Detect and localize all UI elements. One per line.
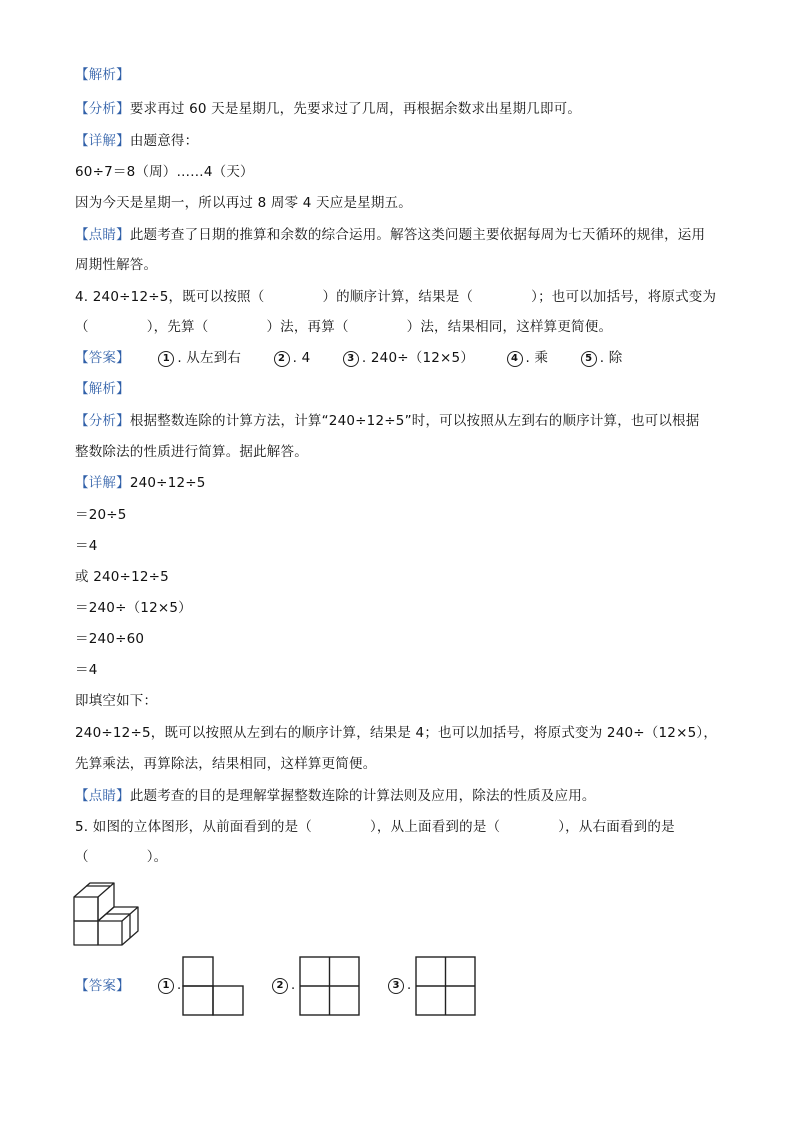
circled-number-icon: 4 bbox=[507, 351, 523, 367]
top-view-figure bbox=[299, 956, 360, 1016]
question-5-text-b: ），从上面看到的是（ bbox=[369, 819, 501, 835]
answer-item-3: 3 . 240÷（12×5） bbox=[343, 349, 474, 367]
analysis-text: 根据整数连除的计算方法，计算“240÷12÷5”时，可以按照从左到右的顺序计算，也可以根据 bbox=[129, 413, 700, 429]
answer-figure-label-2: 2 . bbox=[272, 978, 295, 994]
answer-value: 240÷（12×5） bbox=[370, 350, 475, 366]
answer-item-1: 1 . 从左到右 bbox=[158, 349, 241, 367]
circled-number-icon: 1 bbox=[158, 978, 174, 994]
circled-number-icon: 3 bbox=[388, 978, 404, 994]
cube-face bbox=[74, 897, 98, 921]
comment-tag: 【点睛】 bbox=[75, 227, 130, 243]
step-line: ＝4 bbox=[75, 662, 98, 678]
cube-face bbox=[98, 921, 122, 945]
cube-top-edge bbox=[74, 883, 114, 897]
formula-line: 60÷7＝8（周）……4（天） bbox=[75, 164, 254, 180]
detail-tag: 【详解】 bbox=[75, 475, 130, 491]
step-line: 或 240÷12÷5 bbox=[75, 569, 169, 585]
question-4-line-2 bbox=[75, 318, 612, 336]
answer-figure-label-3: 3 . bbox=[388, 978, 411, 994]
cube-stack-figure bbox=[72, 878, 144, 948]
comment-tag: 【点睛】 bbox=[75, 788, 130, 804]
view-square bbox=[183, 986, 213, 1015]
question-5-text-a: 5. 如图的立体图形，从前面看到的是（ bbox=[75, 819, 312, 835]
answer-item-4: 4 . 乘 bbox=[507, 349, 549, 367]
answer-value: 除 bbox=[608, 350, 623, 366]
question-4-text-a: 4. 240÷12÷5，既可以按照（ bbox=[75, 289, 265, 305]
answer-item-2: 2 . 4 bbox=[274, 349, 311, 367]
question-4-text-b: ）的顺序计算，结果是（ bbox=[322, 289, 474, 305]
analysis-tag: 【分析】 bbox=[75, 413, 130, 429]
cube-face bbox=[74, 921, 98, 945]
circled-number-icon: 2 bbox=[274, 351, 290, 367]
detail-tag: 【详解】 bbox=[75, 133, 130, 149]
comment-text: 此题考查了日期的推算和余数的综合运用。解答这类问题主要依据每周为七天循环的规律，运用 bbox=[129, 227, 706, 243]
reasoning-line: 因为今天是星期一，所以再过 8 周零 4 天应是星期五。 bbox=[75, 195, 412, 211]
view-square bbox=[183, 957, 213, 986]
circled-number-icon: 3 bbox=[343, 351, 359, 367]
analysis-line bbox=[75, 100, 581, 118]
step-line: ＝240÷（12×5） bbox=[75, 600, 192, 616]
fill-in-intro: 即填空如下： bbox=[75, 693, 158, 709]
comment-line bbox=[75, 787, 596, 805]
answer-value: 4 bbox=[301, 350, 311, 366]
question-5-line-2 bbox=[75, 848, 167, 866]
step-line: ＝240÷60 bbox=[75, 631, 145, 647]
circled-number-icon: 2 bbox=[272, 978, 288, 994]
detail-text: 240÷12÷5 bbox=[129, 475, 206, 491]
question-4-text-d: （ bbox=[75, 319, 89, 335]
answer-value: 从左到右 bbox=[186, 350, 242, 366]
fill-in-line: 240÷12÷5，既可以按照从左到右的顺序计算，结果是 4；也可以加括号，将原式变为 240÷（12×5）， bbox=[75, 725, 718, 741]
question-5-line-1 bbox=[75, 818, 675, 836]
comment-text: 此题考查的目的是理解掌握整数连除的计算法则及应用，除法的性质及应用。 bbox=[129, 788, 596, 804]
right-view-figure bbox=[415, 956, 476, 1016]
analysis-tag: 【分析】 bbox=[75, 101, 130, 117]
step-line: ＝20÷5 bbox=[75, 507, 127, 523]
step-line: ＝4 bbox=[75, 538, 98, 554]
analysis-line bbox=[75, 412, 699, 430]
question-5-text-e: ）。 bbox=[146, 849, 168, 865]
analysis-heading: 【解析】 bbox=[75, 67, 130, 83]
answer-line bbox=[75, 349, 650, 367]
detail-text: 由题意得： bbox=[129, 133, 199, 149]
analysis-text: 要求再过 60 天是星期几，先要求过了几周，再根据余数求出星期几即可。 bbox=[129, 101, 582, 117]
answer-tag: 【答案】 bbox=[75, 350, 130, 366]
answer-figure-label-1: 1 . bbox=[158, 978, 181, 994]
question-4-text-c: ）；也可以加括号，将原式变为 bbox=[531, 289, 717, 305]
question-5-text-d: （ bbox=[75, 849, 89, 865]
front-view-figure bbox=[182, 956, 244, 1016]
comment-line bbox=[75, 226, 705, 244]
answer-tag: 【答案】 bbox=[75, 978, 130, 994]
answer-item-5: 5 . 除 bbox=[581, 349, 623, 367]
detail-line bbox=[75, 474, 206, 492]
detail-line bbox=[75, 132, 198, 150]
analysis-line-2: 整数除法的性质进行简算。据此解答。 bbox=[75, 444, 308, 460]
answer-value: 乘 bbox=[534, 350, 549, 366]
view-square bbox=[213, 986, 243, 1015]
question-4-text-e: ），先算（ bbox=[146, 319, 209, 335]
comment-line-2: 周期性解答。 bbox=[75, 257, 158, 273]
circled-number-icon: 5 bbox=[581, 351, 597, 367]
question-4-line-1 bbox=[75, 288, 716, 306]
analysis-heading: 【解析】 bbox=[75, 381, 130, 397]
fill-in-line-2: 先算乘法，再算除法，结果相同，这样算更简便。 bbox=[75, 756, 377, 772]
cube-side-edge bbox=[98, 883, 114, 921]
question-4-text-f: ）法，再算（ bbox=[266, 319, 349, 335]
question-5-text-c: ），从右面看到的是 bbox=[558, 819, 675, 835]
circled-number-icon: 1 bbox=[158, 351, 174, 367]
question-4-text-g: ）法，结果相同，这样算更简便。 bbox=[406, 319, 613, 335]
